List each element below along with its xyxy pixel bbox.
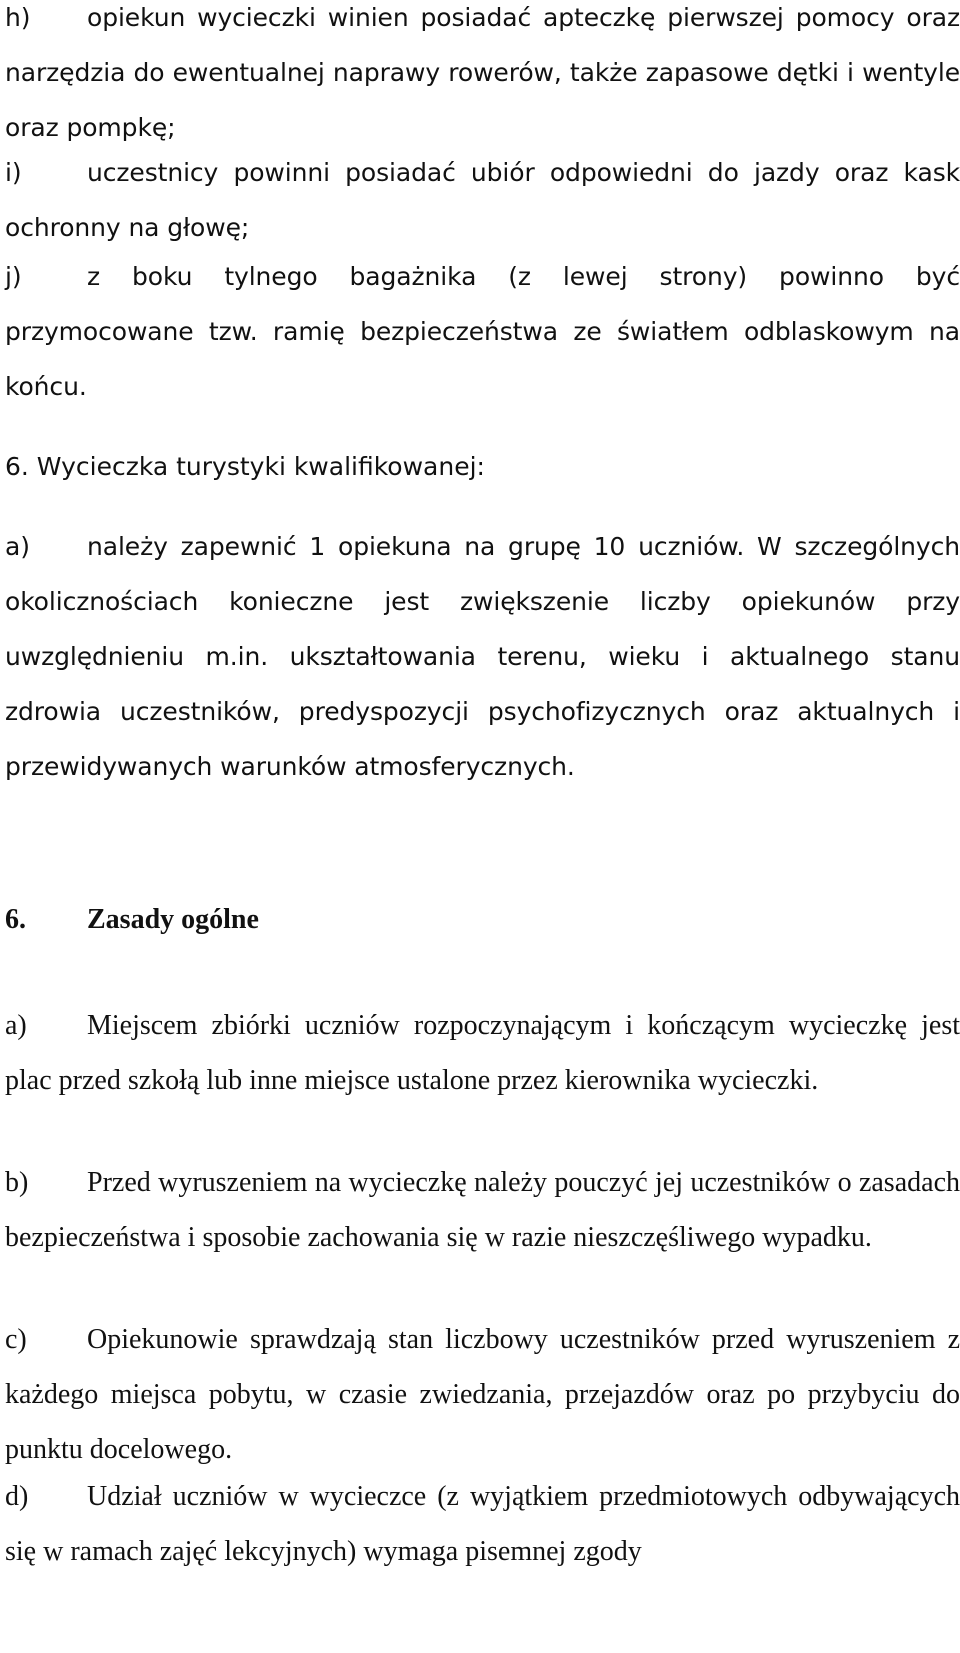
- list-item-text: opiekun wycieczki winien posiadać apteczkę pierwszej pomocy oraz narzędzia do ewentualnej naprawy rowerów, także zapasowe dętki i wentyle oraz pompkę;: [5, 3, 960, 142]
- list-marker: a): [5, 532, 30, 561]
- list-marker: d): [5, 1481, 29, 1512]
- list-item-a: [5, 519, 960, 794]
- section-heading-bold: [5, 904, 259, 936]
- list-item-text: należy zapewnić 1 opiekuna na grupę 10 uczniów. W szczególnych okolicznościach konieczne jest zwiększenie liczby opiekunów przy uwzględnieniu m.in. ukształtowania terenu, wieku i aktualnego stanu zdrowia uczestników, predyspozycji psychofizycznych oraz aktualnych i przewidywanych warunków atmosferycznych.: [5, 532, 960, 781]
- list-item-text: Przed wyruszeniem na wycieczkę należy pouczyć jej uczestników o zasadach bezpieczeństwa i sposobie zachowania się w razie nieszczęśliwego wypadku.: [5, 1167, 960, 1253]
- list-item-j: [5, 249, 960, 414]
- list-item-text: Miejscem zbiórki uczniów rozpoczynającym i kończącym wycieczkę jest plac przed szkołą lub inne miejsce ustalone przez kierownika wycieczki.: [5, 1010, 960, 1096]
- list-marker: h): [5, 3, 31, 32]
- list-item-b: [5, 1155, 960, 1265]
- list-item-a: [5, 998, 960, 1108]
- list-item-text: Udział uczniów w wycieczce (z wyjątkiem przedmiotowych odbywających się w ramach zajęć lekcyjnych) wymaga pisemnej zgody: [5, 1481, 960, 1567]
- section-number: 6.: [5, 904, 26, 935]
- list-item-text: uczestnicy powinni posiadać ubiór odpowiedni do jazdy oraz kask ochronny na głowę;: [5, 158, 960, 242]
- list-item-c: [5, 1312, 960, 1477]
- list-marker: c): [5, 1324, 27, 1355]
- list-item-h: [5, 0, 960, 155]
- list-marker: a): [5, 1010, 27, 1041]
- list-marker: b): [5, 1167, 29, 1198]
- section-heading: 6. Wycieczka turystyki kwalifikowanej:: [5, 452, 485, 481]
- list-marker: i): [5, 158, 22, 187]
- section-title: Zasady ogólne: [87, 904, 259, 935]
- list-item-text: z boku tylnego bagażnika (z lewej strony) powinno być przymocowane tzw. ramię bezpieczeństwa ze światłem odblaskowym na końcu.: [5, 262, 960, 401]
- list-item-i: [5, 145, 960, 255]
- list-marker: j): [5, 262, 22, 291]
- list-item-text: Opiekunowie sprawdzają stan liczbowy uczestników przed wyruszeniem z każdego miejsca pobytu, w czasie zwiedzania, przejazdów oraz po przybyciu do punktu docelowego.: [5, 1324, 960, 1465]
- list-item-d: [5, 1469, 960, 1579]
